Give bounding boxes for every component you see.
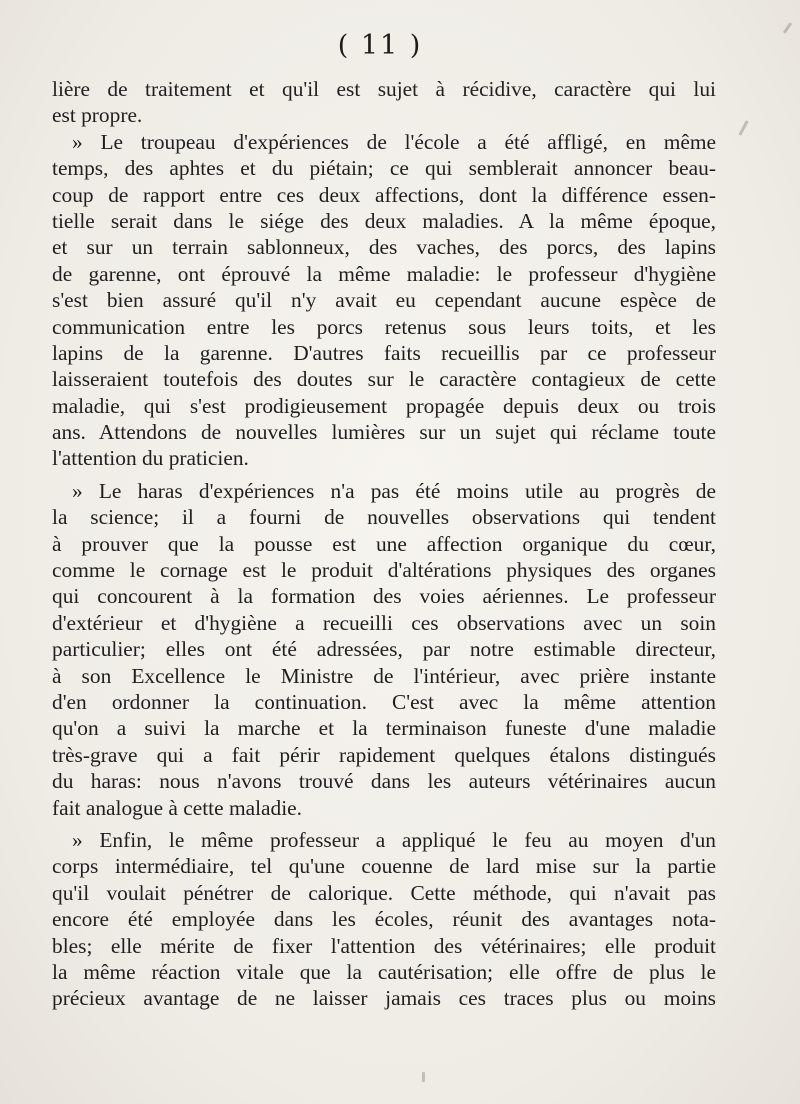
text-line: communication entre les porcs retenus sous leurs toits, et les <box>52 314 716 339</box>
text-line: à son Excellence le Ministre de l'intérieur, avec prière instante <box>52 663 716 688</box>
text-line: à prouver que la pousse est une affection organique du cœur, <box>52 531 716 556</box>
text-line: est propre. <box>52 103 143 128</box>
text-line: bles; elle mérite de fixer l'attention des vétérinaires; elle produit <box>52 933 716 958</box>
text-line: laisseraient toutefois des doutes sur le caractère contagieux de cette <box>52 367 716 392</box>
body-text <box>52 76 716 1012</box>
text-line: » Le haras d'expériences n'a pas été moins utile au progrès de <box>72 478 716 503</box>
text-line: » Enfin, le même professeur a appliqué le feu au moyen d'un <box>72 827 716 852</box>
text-line: ans. Attendons de nouvelles lumières sur un sujet qui réclame toute <box>52 420 716 445</box>
text-line: s'est bien assuré qu'il n'y avait eu cependant aucune espèce de <box>52 288 716 313</box>
text-line: d'extérieur et d'hygiène a recueilli ces observations avec un soin <box>52 610 716 635</box>
text-line: corps intermédiaire, tel qu'une couenne de lard mise sur la partie <box>52 854 716 879</box>
text-line: d'en ordonner la continuation. C'est avec la même attention <box>52 689 716 714</box>
text-line: très-grave qui a fait périr rapidement quelques étalons distingués <box>52 742 716 767</box>
text-line: du haras: nous n'avons trouvé dans les auteurs vétérinaires aucun <box>52 769 716 794</box>
paper-speck <box>738 120 748 136</box>
paper-speck <box>422 1072 425 1082</box>
page-number: ( 11 ) <box>337 30 423 61</box>
text-line: lapins de la garenne. D'autres faits recueillis par ce professeur <box>52 340 716 365</box>
text-line: précieux avantage de ne laisser jamais ces traces plus ou moins <box>52 986 716 1011</box>
text-line: qui concourent à la formation des voies aériennes. Le professeur <box>52 584 716 609</box>
text-line: tielle serait dans le siége des deux maladies. A la même époque, <box>52 208 716 233</box>
text-line: encore été employée dans les écoles, réunit des avantages nota- <box>52 907 716 932</box>
text-line: » Le troupeau d'expériences de l'école a été affligé, en même <box>72 129 716 154</box>
text-line: la science; il a fourni de nouvelles observations qui tendent <box>52 505 716 530</box>
paper-speck <box>783 22 792 34</box>
text-line: la même réaction vitale que la cautérisation; elle offre de plus le <box>52 959 716 984</box>
text-line: particulier; elles ont été adressées, par notre estimable directeur, <box>52 637 716 662</box>
text-line: qu'il voulait pénétrer de calorique. Cette méthode, qui n'avait pas <box>52 880 716 905</box>
text-line: temps, des aphtes et du piétain; ce qui semblerait annoncer beau- <box>52 156 716 181</box>
text-line: l'attention du praticien. <box>52 446 249 471</box>
text-line: coup de rapport entre ces deux affections, dont la différence essen- <box>52 182 716 207</box>
text-line: comme le cornage est le produit d'altérations physiques des organes <box>52 558 716 583</box>
text-line: de garenne, ont éprouvé la même maladie: le professeur d'hygiène <box>52 261 716 286</box>
text-line: et sur un terrain sablonneux, des vaches, des porcs, des lapins <box>52 235 716 260</box>
text-line: fait analogue à cette maladie. <box>52 795 303 820</box>
text-line: lière de traitement et qu'il est sujet à récidive, caractère qui lui <box>52 77 716 101</box>
text-line: qu'on a suivi la marche et la terminaison funeste d'une maladie <box>52 716 716 741</box>
text-line: maladie, qui s'est prodigieusement propagée depuis deux ou trois <box>52 393 716 418</box>
